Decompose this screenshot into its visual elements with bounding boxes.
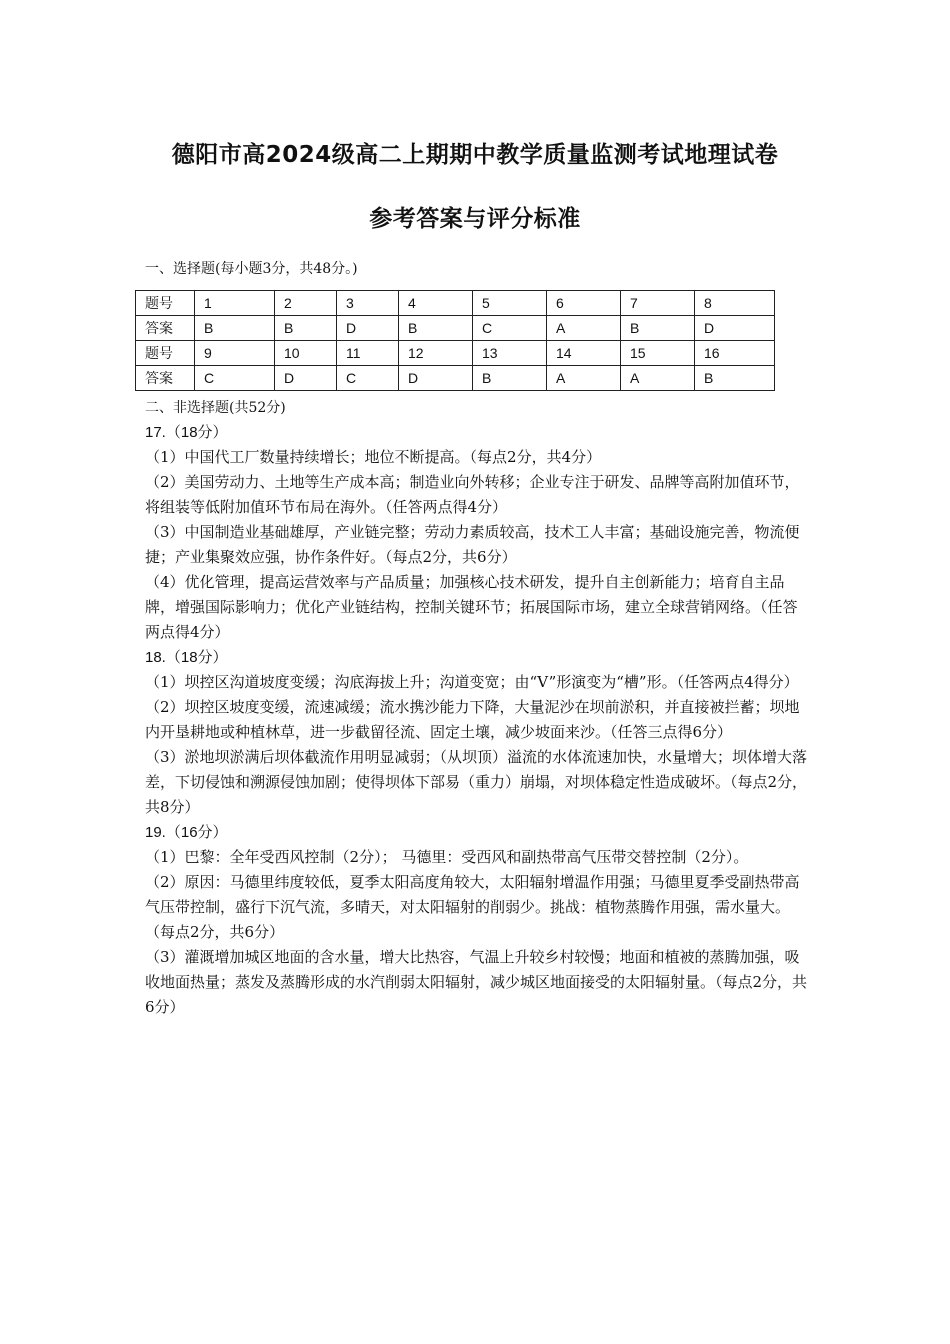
section-multiple-choice-heading: 一、选择题(每小题3分，共48分。) — [145, 261, 358, 277]
free-response-answers — [145, 420, 810, 1020]
row-label: 题号 — [136, 291, 195, 316]
document-title: 德阳市高2024级高二上期期中教学质量监测考试地理试卷 — [171, 142, 779, 168]
table-cell: 7 — [621, 291, 695, 316]
table-cell: C — [337, 366, 399, 391]
table-cell: C — [195, 366, 275, 391]
table-cell: B — [275, 316, 337, 341]
table-row — [136, 341, 775, 366]
table-cell: 3 — [337, 291, 399, 316]
table-cell: B — [195, 316, 275, 341]
table-cell: 12 — [399, 341, 473, 366]
question-17-heading: 17.（18分） — [145, 424, 228, 441]
question-17-answer-2: （2）美国劳动力、土地等生产成本高；制造业向外转移；企业专注于研发、品牌等高附加值环节，将组装等低附加值环节布局在海外。（任答两点得4分） — [145, 473, 800, 516]
table-cell: 5 — [473, 291, 547, 316]
table-cell: 15 — [621, 341, 695, 366]
section-free-response-heading: 二、非选择题(共52分) — [145, 400, 286, 416]
question-17-answer-1: （1）中国代工厂数量持续增长；地位不断提高。（每点2分，共4分） — [145, 448, 602, 466]
table-cell: 11 — [337, 341, 399, 366]
table-cell: 1 — [195, 291, 275, 316]
table-cell: D — [399, 366, 473, 391]
table-cell: D — [695, 316, 775, 341]
question-18-heading: 18.（18分） — [145, 649, 228, 666]
question-19-answer-1: （1）巴黎：全年受西风控制（2分）； 马德里：受西风和副热带高气压带交替控制（2分）。 — [145, 848, 749, 866]
table-cell: 6 — [547, 291, 621, 316]
table-cell: B — [473, 366, 547, 391]
table-cell: 16 — [695, 341, 775, 366]
question-18-answer-2: （2）坝控区坡度变缓，流速减缓；流水携沙能力下降，大量泥沙在坝前淤积，并直接被拦蓄；坝地内开垦耕地或种植林草，进一步截留径流、固定土壤，减少坡面来沙。（任答三点得6分） — [145, 698, 800, 741]
table-cell: 9 — [195, 341, 275, 366]
table-cell: D — [275, 366, 337, 391]
question-17-answer-3: （3）中国制造业基础雄厚，产业链完整；劳动力素质较高，技术工人丰富；基础设施完善，物流便捷；产业集聚效应强，协作条件好。（每点2分，共6分） — [145, 523, 800, 566]
table-row — [136, 291, 775, 316]
question-18-answer-1: （1）坝控区沟道坡度变缓；沟底海拔上升；沟道变宽；由“V”形演变为“槽”形。（任答两点4得分） — [145, 673, 799, 691]
table-cell: 2 — [275, 291, 337, 316]
row-label: 答案 — [136, 366, 195, 391]
table-cell: B — [695, 366, 775, 391]
table-cell: 10 — [275, 341, 337, 366]
table-cell: C — [473, 316, 547, 341]
question-19-heading: 19.（16分） — [145, 824, 228, 841]
question-19-answer-3: （3）灌溉增加城区地面的含水量，增大比热容，气温上升较乡村较慢；地面和植被的蒸腾加强，吸收地面热量；蒸发及蒸腾形成的水汽削弱太阳辐射，减少城区地面接受的太阳辐射量。（每点2分，共6分） — [145, 948, 808, 1016]
table-row — [136, 316, 775, 341]
answer-table — [135, 290, 775, 391]
row-label: 答案 — [136, 316, 195, 341]
question-19-answer-2: （2）原因：马德里纬度较低，夏季太阳高度角较大，太阳辐射增温作用强；马德里夏季受副热带高气压带控制，盛行下沉气流，多晴天，对太阳辐射的削弱少。挑战：植物蒸腾作用强，需水量大。（每点2分，共6分） — [145, 873, 800, 941]
table-cell: 8 — [695, 291, 775, 316]
document-subtitle: 参考答案与评分标准 — [369, 206, 581, 232]
table-row — [136, 366, 775, 391]
table-cell: 14 — [547, 341, 621, 366]
table-cell: A — [621, 366, 695, 391]
table-cell: 13 — [473, 341, 547, 366]
table-cell: 4 — [399, 291, 473, 316]
table-cell: B — [399, 316, 473, 341]
table-cell: D — [337, 316, 399, 341]
table-cell: A — [547, 316, 621, 341]
row-label: 题号 — [136, 341, 195, 366]
question-18-answer-3: （3）淤地坝淤满后坝体截流作用明显减弱；（从坝顶）溢流的水体流速加快，水量增大；坝体增大落差，下切侵蚀和溯源侵蚀加剧；使得坝体下部易（重力）崩塌，对坝体稳定性造成破坏。（每点2分，共8分） — [145, 748, 808, 816]
table-cell: B — [621, 316, 695, 341]
question-17-answer-4: （4）优化管理，提高运营效率与产品质量；加强核心技术研发，提升自主创新能力；培育自主品牌，增强国际影响力；优化产业链结构，控制关键环节；拓展国际市场，建立全球营销网络。（任答两点得4分） — [145, 573, 798, 641]
table-cell: A — [547, 366, 621, 391]
